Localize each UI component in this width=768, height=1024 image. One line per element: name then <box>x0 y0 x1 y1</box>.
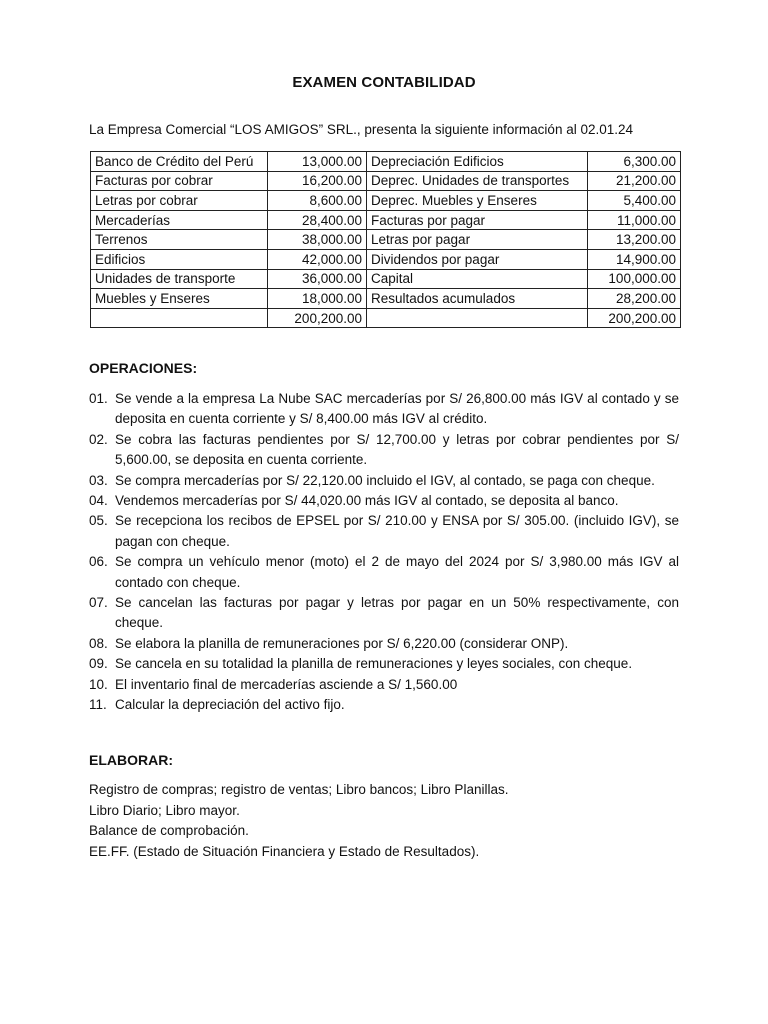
elaborar-line: Balance de comprobación. <box>89 823 249 838</box>
list-item <box>89 430 679 471</box>
item-text: Se compra mercaderías por S/ 22,120.00 incluido el IGV, al contado, se paga con cheque. <box>115 472 655 488</box>
item-number: 05. <box>89 513 108 529</box>
right-account-label: Resultados acumulados <box>367 289 588 309</box>
left-account-value: 28,400.00 <box>268 210 367 230</box>
right-account-label: Depreciación Edificios <box>367 152 588 172</box>
elaborar-line: Registro de compras; registro de ventas; Libro bancos; Libro Planillas. <box>89 782 509 797</box>
left-account-value: 38,000.00 <box>268 230 367 250</box>
table-row <box>91 269 681 289</box>
left-account-value: 36,000.00 <box>268 269 367 289</box>
table-row <box>91 249 681 269</box>
item-text: Calcular la depreciación del activo fijo. <box>115 697 345 713</box>
item-number: 08. <box>89 635 108 651</box>
item-text: El inventario final de mercaderías asciende a S/ 1,560.00 <box>115 676 458 692</box>
item-number: 09. <box>89 656 108 672</box>
item-number: 06. <box>89 554 108 570</box>
left-account-label: Banco de Crédito del Perú <box>91 152 268 172</box>
right-account-value: 28,200.00 <box>588 289 681 309</box>
right-account-label: Deprec. Muebles y Enseres <box>367 191 588 211</box>
item-number: 11. <box>89 697 107 713</box>
table-total-row <box>91 308 681 328</box>
elaborar-list <box>89 780 508 862</box>
item-text: Se recepciona los recibos de EPSEL por S/ 210.00 y ENSA por S/ 305.00. (incluido IGV), se pagan con cheque. <box>115 513 679 549</box>
left-account-label: Facturas por cobrar <box>91 171 268 191</box>
item-text: Se cancela en su totalidad la planilla de remuneraciones y leyes sociales, con cheque. <box>115 656 633 672</box>
right-account-label: Dividendos por pagar <box>367 249 588 269</box>
right-account-label: Facturas por pagar <box>367 210 588 230</box>
table-row <box>91 289 681 309</box>
right-account-value: 6,300.00 <box>588 152 681 172</box>
item-text: Se cobra las facturas pendientes por S/ 12,700.00 y letras por cobrar pendientes por S/ 5,600.00, se deposita en cuenta corriente. <box>115 431 679 468</box>
left-account-label: Muebles y Enseres <box>91 289 268 309</box>
list-item <box>89 675 679 695</box>
item-number: 10. <box>89 676 108 692</box>
left-account-label: Edificios <box>91 249 268 269</box>
list-item <box>89 471 679 491</box>
item-text: Se cancelan las facturas por pagar y letras por pagar en un 50% respectivamente, con cheque. <box>115 595 679 631</box>
item-text: Se elabora la planilla de remuneraciones por S/ 6,220.00 (considerar ONP). <box>115 635 569 651</box>
right-account-value: 100,000.00 <box>588 269 681 289</box>
right-total-value: 200,200.00 <box>588 308 681 328</box>
left-account-label: Terrenos <box>91 230 268 250</box>
list-item <box>89 511 679 552</box>
left-account-value: 18,000.00 <box>268 289 367 309</box>
item-text: Vendemos mercaderías por S/ 44,020.00 más IGV al contado, se deposita al banco. <box>115 493 619 509</box>
left-account-label: Mercaderías <box>91 210 268 230</box>
list-item <box>89 634 679 654</box>
left-total-label <box>91 308 268 328</box>
operations-list <box>89 389 679 716</box>
list-item <box>89 491 679 511</box>
list-item <box>89 593 679 634</box>
elaborar-line: EE.FF. (Estado de Situación Financiera y Estado de Resultados). <box>89 843 480 859</box>
item-text: Se vende a la empresa La Nube SAC mercaderías por S/ 26,800.00 más IGV al contado y se deposita en cuenta corriente y S/ 8,400.00 más IGV al crédito. <box>115 391 679 427</box>
elaborar-heading: ELABORAR: <box>89 752 173 768</box>
left-account-label: Unidades de transporte <box>91 269 268 289</box>
list-item <box>89 552 679 593</box>
item-number: 01. <box>89 391 108 406</box>
left-account-value: 8,600.00 <box>268 191 367 211</box>
list-item <box>89 389 679 430</box>
balance-table <box>90 151 681 328</box>
right-account-label: Capital <box>367 269 588 289</box>
right-account-label: Letras por pagar <box>367 230 588 250</box>
table-row <box>91 191 681 211</box>
elaborar-line: Libro Diario; Libro mayor. <box>89 802 240 818</box>
item-number: 03. <box>89 472 108 488</box>
right-account-value: 21,200.00 <box>588 171 681 191</box>
right-account-value: 5,400.00 <box>588 191 681 211</box>
table-row <box>91 230 681 250</box>
left-total-value: 200,200.00 <box>268 308 367 328</box>
right-account-value: 13,200.00 <box>588 230 681 250</box>
table-row <box>91 171 681 191</box>
right-account-value: 14,900.00 <box>588 249 681 269</box>
intro-paragraph: La Empresa Comercial “LOS AMIGOS” SRL., presenta la siguiente información al 02.01.24 <box>89 122 634 137</box>
right-total-label <box>367 308 588 328</box>
item-text: Se compra un vehículo menor (moto) el 2 de mayo del 2024 por S/ 3,980.00 más IGV al contado con cheque. <box>115 554 679 590</box>
left-account-label: Letras por cobrar <box>91 191 268 211</box>
item-number: 07. <box>89 595 108 611</box>
operations-heading: OPERACIONES: <box>89 360 198 376</box>
table-row <box>91 210 681 230</box>
left-account-value: 16,200.00 <box>268 171 367 191</box>
right-account-value: 11,000.00 <box>588 210 681 230</box>
document-title: EXAMEN CONTABILIDAD <box>292 74 476 91</box>
item-number: 04. <box>89 493 108 509</box>
item-number: 02. <box>89 431 108 447</box>
left-account-value: 42,000.00 <box>268 249 367 269</box>
right-account-label: Deprec. Unidades de transportes <box>367 171 588 191</box>
table-row <box>91 152 681 172</box>
left-account-value: 13,000.00 <box>268 152 367 172</box>
list-item <box>89 654 679 674</box>
list-item <box>89 695 679 715</box>
